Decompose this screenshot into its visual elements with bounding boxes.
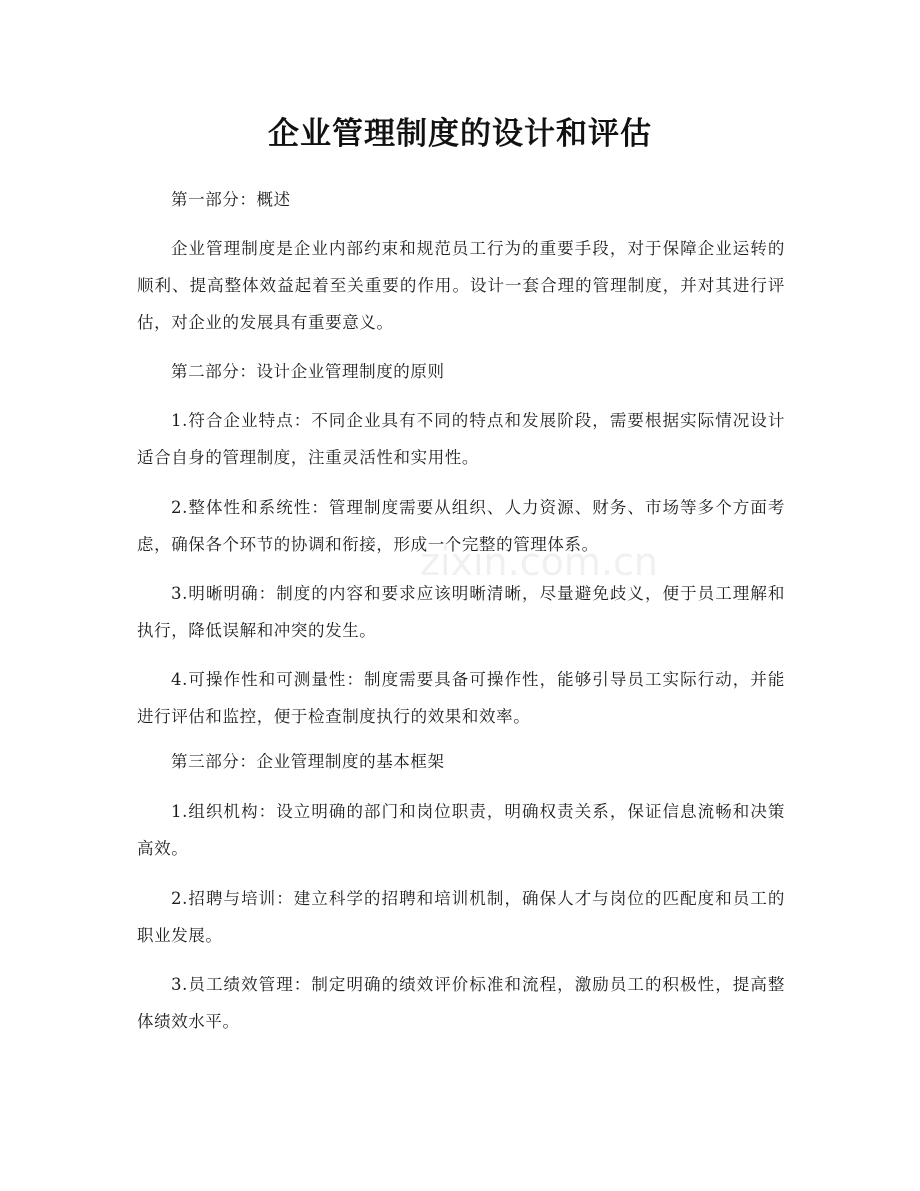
principle-item-3: 3.明晰明确：制度的内容和要求应该明晰清晰，尽量避免歧义，便于员工理解和执行，降低误解和冲突的发生。 [137,584,785,640]
document-title: 企业管理制度的设计和评估 [268,116,652,152]
principle-item-4: 4.可操作性和可测量性：制度需要具备可操作性，能够引导员工实际行动，并能进行评估和监控，便于检查制度执行的效果和效率。 [137,670,785,726]
framework-item-3: 3.员工绩效管理：制定明确的绩效评价标准和流程，激励员工的积极性，提高整体绩效水平。 [137,975,785,1031]
principle-item-1: 1.符合企业特点：不同企业具有不同的特点和发展阶段，需要根据实际情况设计适合自身的管理制度，注重灵活性和实用性。 [137,411,785,467]
section-heading-1: 第一部分：概述 [171,190,291,209]
paragraph-overview: 企业管理制度是企业内部约束和规范员工行为的重要手段，对于保障企业运转的顺利、提高整体效益起着至关重要的作用。设计一套合理的管理制度，并对其进行评估，对企业的发展具有重要意义。 [137,239,785,332]
section-heading-2: 第二部分：设计企业管理制度的原则 [171,362,445,381]
principle-item-2: 2.整体性和系统性：管理制度需要从组织、人力资源、财务、市场等多个方面考虑，确保各个环节的协调和衔接，形成一个完整的管理体系。 [137,498,785,554]
framework-item-2: 2.招聘与培训：建立科学的招聘和培训机制，确保人才与岗位的匹配度和员工的职业发展。 [137,889,785,945]
section-heading-3: 第三部分：企业管理制度的基本框架 [171,752,445,771]
framework-item-1: 1.组织机构：设立明确的部门和岗位职责，明确权责关系，保证信息流畅和决策高效。 [137,802,785,858]
watermark: zixin.com.cn [420,540,658,584]
